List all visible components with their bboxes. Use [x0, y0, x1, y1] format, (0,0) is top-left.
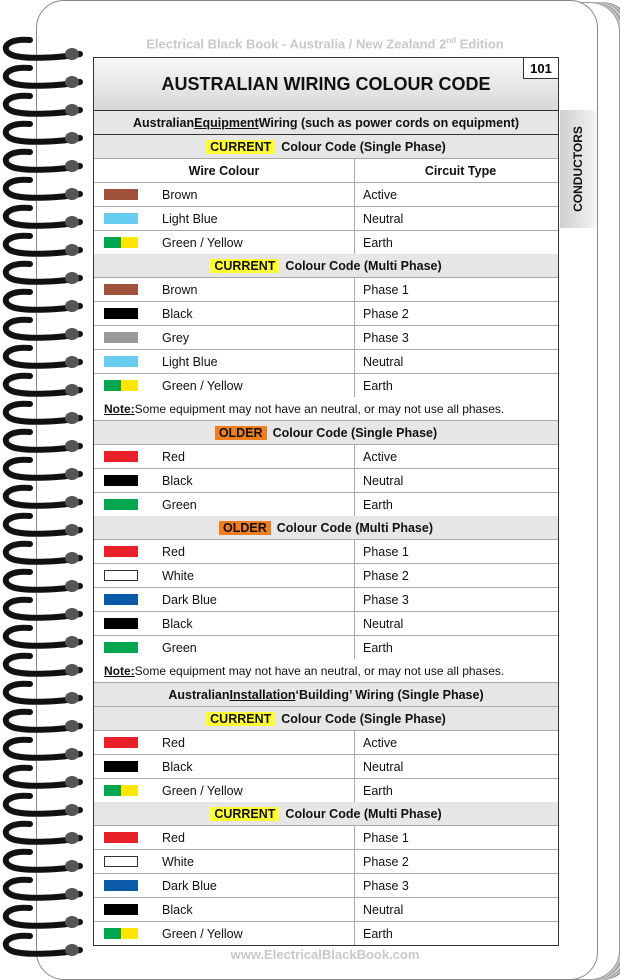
title-box: [94, 58, 558, 111]
wire-colour-label: Dark Blue: [162, 878, 217, 893]
circuit-type-cell: Active: [363, 449, 398, 464]
table-row: [94, 540, 558, 564]
spiral-hole: [65, 888, 79, 900]
spiral-hole: [65, 748, 79, 760]
wire-colour-cell: [94, 278, 355, 301]
colour-swatch: [104, 880, 138, 891]
table-row: [94, 779, 558, 802]
circuit-type-cell: Phase 1: [363, 830, 409, 845]
colour-swatch: [104, 451, 138, 462]
circuit-type-cell: Phase 2: [363, 568, 409, 583]
table-row: [94, 350, 558, 374]
colour-swatch: [104, 594, 138, 605]
circuit-type-cell: Neutral: [363, 354, 404, 369]
spiral-hole: [65, 692, 79, 704]
table-row: [94, 493, 558, 516]
spiral-hole: [65, 860, 79, 872]
colour-swatch: [104, 785, 138, 796]
page-number: 101: [523, 58, 558, 79]
colour-swatch: [104, 832, 138, 843]
colour-swatch: [104, 189, 138, 200]
wire-colour-cell: [94, 326, 355, 349]
spiral-hole: [65, 48, 79, 60]
circuit-type-cell: Phase 2: [363, 854, 409, 869]
wire-colour-cell: [94, 302, 355, 325]
circuit-type-cell: Phase 3: [363, 878, 409, 893]
circuit-type-cell: Earth: [363, 378, 393, 393]
wire-colour-label: Green: [162, 640, 197, 655]
spiral-hole: [65, 272, 79, 284]
wire-colour-label: Black: [162, 306, 193, 321]
spiral-hole: [65, 524, 79, 536]
table-row: [94, 755, 558, 779]
spiral-hole: [65, 468, 79, 480]
table-row: [94, 302, 558, 326]
colour-swatch: [104, 570, 138, 581]
table-row: [94, 922, 558, 945]
wire-colour-label: Green / Yellow: [162, 783, 243, 798]
wire-colour-cell: [94, 731, 355, 754]
colour-swatch: [104, 737, 138, 748]
circuit-type-cell: Phase 1: [363, 282, 409, 297]
circuit-type-cell: Active: [363, 735, 398, 750]
circuit-type-cell: Earth: [363, 235, 393, 250]
table-row: [94, 207, 558, 231]
circuit-type-cell: Earth: [363, 497, 393, 512]
spiral-hole: [65, 580, 79, 592]
wire-colour-label: Light Blue: [162, 354, 218, 369]
wire-colour-label: Red: [162, 544, 185, 559]
spiral-hole: [65, 188, 79, 200]
wire-colour-cell: [94, 540, 355, 563]
wire-colour-cell: [94, 826, 355, 849]
spiral-hole: [65, 916, 79, 928]
table-row: [94, 469, 558, 493]
wire-colour-label: Black: [162, 473, 193, 488]
section-heading: OLDER Colour Code (Multi Phase): [94, 516, 558, 540]
wire-colour-label: Black: [162, 902, 193, 917]
section-heading: CURRENT Colour Code (Single Phase): [94, 135, 558, 159]
colour-swatch: [104, 380, 138, 391]
circuit-type-cell: Phase 3: [363, 592, 409, 607]
installation-heading: Australian Installation ‘Building’ Wiring (Single Phase): [94, 683, 558, 707]
older-tag: OLDER: [215, 426, 267, 440]
book-header: Electrical Black Book - Australia / New Zealand 2nd Edition: [146, 36, 504, 52]
wire-colour-cell: [94, 445, 355, 468]
equipment-heading: Australian Equipment Wiring (such as power cords on equipment): [94, 111, 558, 135]
table-row: [94, 612, 558, 636]
section-heading: CURRENT Colour Code (Multi Phase): [94, 254, 558, 278]
section-heading: OLDER Colour Code (Single Phase): [94, 421, 558, 445]
spiral-hole: [65, 384, 79, 396]
colour-swatch: [104, 856, 138, 867]
spiral-hole: [65, 804, 79, 816]
footer-url[interactable]: www.ElectricalBlackBook.com: [230, 947, 420, 962]
wire-colour-label: Red: [162, 449, 185, 464]
wire-colour-label: Grey: [162, 330, 190, 345]
table-row: [94, 850, 558, 874]
spiral-hole: [65, 216, 79, 228]
colour-swatch: [104, 761, 138, 772]
spiral-hole: [65, 160, 79, 172]
wire-colour-label: Green / Yellow: [162, 926, 243, 941]
colour-swatch: [104, 546, 138, 557]
table-row: [94, 445, 558, 469]
wiring-table: [93, 57, 559, 946]
current-tag: CURRENT: [206, 140, 275, 154]
table-row: [94, 231, 558, 254]
wire-colour-cell: [94, 207, 355, 230]
wire-colour-cell: [94, 183, 355, 206]
wire-colour-label: Red: [162, 735, 185, 750]
table-row: [94, 588, 558, 612]
wire-colour-label: Green / Yellow: [162, 235, 243, 250]
circuit-type-cell: Neutral: [363, 616, 404, 631]
circuit-type-cell: Neutral: [363, 211, 404, 226]
older-tag: OLDER: [219, 521, 271, 535]
table-row: [94, 326, 558, 350]
circuit-type-cell: Phase 3: [363, 330, 409, 345]
wire-colour-cell: [94, 231, 355, 254]
wire-colour-label: Brown: [162, 282, 198, 297]
circuit-type-cell: Neutral: [363, 759, 404, 774]
wire-colour-cell: [94, 898, 355, 921]
circuit-type-header: Circuit Type: [424, 163, 497, 178]
section-heading: CURRENT Colour Code (Single Phase): [94, 707, 558, 731]
table-row: [94, 898, 558, 922]
wire-colour-cell: [94, 922, 355, 945]
wire-colour-label: Red: [162, 830, 185, 845]
wire-colour-cell: [94, 374, 355, 397]
wire-colour-cell: [94, 588, 355, 611]
spiral-binding: [0, 30, 90, 960]
wire-colour-label: Green: [162, 497, 197, 512]
wire-colour-label: White: [162, 568, 194, 583]
spiral-hole: [65, 776, 79, 788]
colour-swatch: [104, 475, 138, 486]
note: Note: Some equipment may not have an neutral, or may not use all phases.: [94, 397, 558, 421]
table-row: [94, 183, 558, 207]
colour-swatch: [104, 332, 138, 343]
colour-swatch: [104, 356, 138, 367]
circuit-type-cell: Neutral: [363, 902, 404, 917]
spiral-hole: [65, 412, 79, 424]
circuit-type-cell: Neutral: [363, 473, 404, 488]
colour-swatch: [104, 928, 138, 939]
spiral-hole: [65, 664, 79, 676]
circuit-type-cell: Earth: [363, 783, 393, 798]
wire-colour-cell: [94, 612, 355, 635]
circuit-type-cell: Earth: [363, 640, 393, 655]
wire-colour-label: Black: [162, 759, 193, 774]
spiral-hole: [65, 552, 79, 564]
colour-swatch: [104, 904, 138, 915]
column-header-row: [94, 159, 558, 183]
current-tag: CURRENT: [210, 807, 279, 821]
table-row: [94, 278, 558, 302]
colour-swatch: [104, 237, 138, 248]
table-row: [94, 636, 558, 659]
spiral-hole: [65, 440, 79, 452]
wire-colour-label: White: [162, 854, 194, 869]
colour-swatch: [104, 284, 138, 295]
wire-colour-cell: [94, 779, 355, 802]
current-tag: CURRENT: [210, 259, 279, 273]
spiral-hole: [65, 300, 79, 312]
colour-swatch: [104, 499, 138, 510]
circuit-type-cell: Active: [363, 187, 398, 202]
wire-colour-cell: [94, 350, 355, 373]
wire-colour-label: Brown: [162, 187, 198, 202]
table-row: [94, 564, 558, 588]
side-tab-conductors[interactable]: CONDUCTORS: [560, 110, 596, 228]
current-tag: CURRENT: [206, 712, 275, 726]
page-title: AUSTRALIAN WIRING COLOUR CODE: [161, 73, 491, 94]
table-row: [94, 731, 558, 755]
spiral-hole: [65, 104, 79, 116]
table-row: [94, 826, 558, 850]
wire-colour-cell: [94, 564, 355, 587]
note: Note: Some equipment may not have an neutral, or may not use all phases.: [94, 659, 558, 683]
circuit-type-cell: Earth: [363, 926, 393, 941]
wire-colour-label: Light Blue: [162, 211, 218, 226]
wire-colour-header: Wire Colour: [94, 159, 355, 182]
colour-swatch: [104, 213, 138, 224]
spiral-hole: [65, 356, 79, 368]
circuit-type-cell: Phase 1: [363, 544, 409, 559]
spiral-hole: [65, 832, 79, 844]
spiral-hole: [65, 132, 79, 144]
table-row: [94, 374, 558, 397]
wire-colour-cell: [94, 493, 355, 516]
spiral-hole: [65, 720, 79, 732]
spiral-hole: [65, 944, 79, 956]
table-row: [94, 874, 558, 898]
section-heading: CURRENT Colour Code (Multi Phase): [94, 802, 558, 826]
colour-swatch: [104, 308, 138, 319]
wire-colour-label: Dark Blue: [162, 592, 217, 607]
spiral-hole: [65, 244, 79, 256]
circuit-type-cell: Phase 2: [363, 306, 409, 321]
wire-colour-cell: [94, 874, 355, 897]
wire-colour-cell: [94, 636, 355, 659]
spiral-hole: [65, 608, 79, 620]
wire-colour-cell: [94, 850, 355, 873]
spiral-hole: [65, 496, 79, 508]
wire-colour-cell: [94, 755, 355, 778]
colour-swatch: [104, 642, 138, 653]
spiral-hole: [65, 328, 79, 340]
wire-colour-cell: [94, 469, 355, 492]
spiral-hole: [65, 636, 79, 648]
spiral-hole: [65, 76, 79, 88]
colour-swatch: [104, 618, 138, 629]
wire-colour-label: Black: [162, 616, 193, 631]
wire-colour-label: Green / Yellow: [162, 378, 243, 393]
